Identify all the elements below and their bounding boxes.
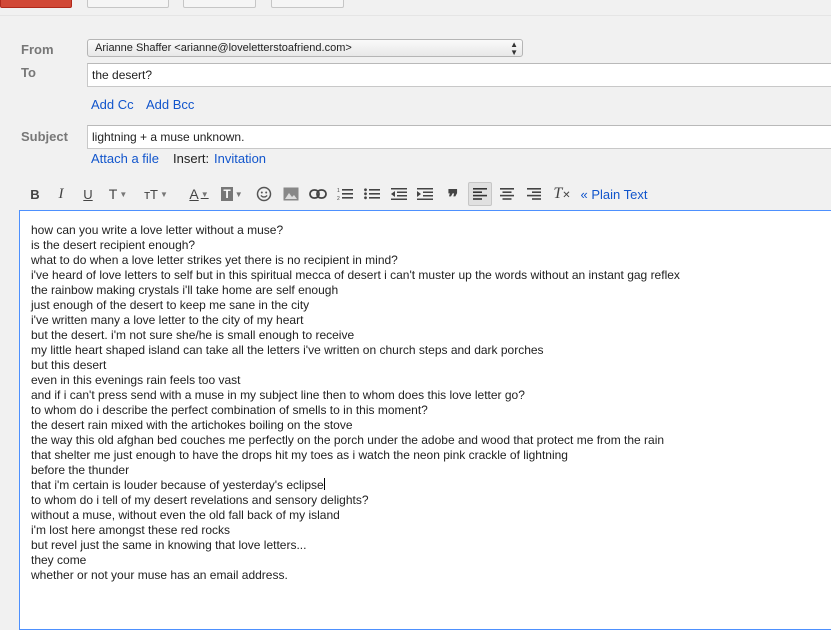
body-line-text: but this desert bbox=[31, 358, 107, 372]
body-line bbox=[31, 463, 831, 478]
body-line bbox=[31, 298, 831, 313]
body-line bbox=[31, 268, 831, 283]
underline-button[interactable] bbox=[78, 182, 98, 206]
body-line bbox=[31, 523, 831, 538]
subject-input[interactable] bbox=[87, 125, 831, 149]
remove-formatting-button[interactable] bbox=[551, 182, 573, 206]
body-line-text: my little heart shaped island can take all the letters i've written on church steps and dark porches bbox=[31, 343, 544, 357]
body-line bbox=[31, 343, 831, 358]
body-line-text: is the desert recipient enough? bbox=[31, 238, 196, 252]
numbered-list-button[interactable] bbox=[335, 182, 355, 206]
body-line-text: without a muse, without even the old fall back of my island bbox=[31, 508, 340, 522]
body-line bbox=[31, 313, 831, 328]
subject-value: lightning + a muse unknown. bbox=[92, 130, 245, 144]
body-line-text: the way this old afghan bed couches me perfectly on the porch under the adobe and wood that protect me from the rain bbox=[31, 433, 665, 447]
plain-text-link[interactable]: « Plain Text bbox=[580, 186, 648, 202]
body-line bbox=[31, 388, 831, 403]
text-color-button[interactable] bbox=[186, 182, 212, 206]
body-line bbox=[31, 448, 831, 463]
chevron-down-icon: ▼ bbox=[159, 189, 168, 199]
body-line-text: how can you write a love letter without a muse? bbox=[31, 223, 284, 237]
highlight-button[interactable] bbox=[219, 182, 245, 206]
body-line bbox=[31, 418, 831, 433]
attach-file-link[interactable]: Attach a file bbox=[91, 151, 159, 166]
body-line bbox=[31, 508, 831, 523]
labels-button[interactable] bbox=[271, 0, 344, 8]
indent-more-button[interactable] bbox=[415, 182, 435, 206]
body-line-text: what to do when a love letter strikes yet there is no recipient in mind? bbox=[31, 253, 398, 267]
align-left-button[interactable] bbox=[468, 182, 492, 206]
text-cursor bbox=[324, 478, 325, 490]
body-line bbox=[31, 358, 831, 373]
bulleted-list-button[interactable] bbox=[362, 182, 382, 206]
insert-label: Insert: bbox=[173, 151, 210, 166]
body-line-text: whether or not your muse has an email address. bbox=[31, 568, 288, 582]
body-line bbox=[31, 478, 831, 493]
chevron-down-icon: ▼ bbox=[234, 189, 243, 199]
to-input[interactable] bbox=[87, 63, 831, 87]
add-cc-link[interactable]: Add Cc bbox=[91, 97, 134, 112]
body-line bbox=[31, 568, 831, 583]
body-line-text: they come bbox=[31, 553, 87, 567]
message-body-text bbox=[31, 223, 831, 583]
to-value: the desert? bbox=[92, 68, 153, 82]
formatting-toolbar bbox=[21, 182, 831, 209]
body-line-text: to whom do i describe the perfect combination of smells to in this moment? bbox=[31, 403, 428, 417]
body-line-text: and if i can't press send with a muse in my subject line then to whom does this love letter go? bbox=[31, 388, 525, 402]
emoji-button[interactable] bbox=[254, 182, 274, 206]
align-center-button[interactable] bbox=[497, 182, 517, 206]
link-icon bbox=[309, 189, 327, 199]
quote-icon: ❞ bbox=[447, 187, 459, 209]
body-line bbox=[31, 403, 831, 418]
align-center-icon bbox=[500, 188, 514, 200]
italic-icon: I bbox=[58, 185, 64, 202]
from-value: Arianne Shaffer <arianne@loveletterstoafriend.com> bbox=[95, 42, 352, 54]
align-right-icon bbox=[527, 188, 541, 200]
body-line bbox=[31, 493, 831, 508]
italic-button[interactable] bbox=[51, 182, 71, 206]
to-label: To bbox=[21, 65, 36, 80]
remove-formatting-icon: T✕ bbox=[553, 185, 571, 202]
indent-more-icon bbox=[417, 187, 433, 201]
body-line-text: the desert rain mixed with the artichokes boiling on the stove bbox=[31, 418, 353, 432]
chevron-down-icon: ▼ bbox=[200, 189, 209, 199]
body-line-text: but revel just the same in knowing that love letters... bbox=[31, 538, 307, 552]
highlight-icon: T bbox=[223, 187, 231, 201]
insert-link-button[interactable] bbox=[307, 182, 329, 206]
from-select[interactable] bbox=[87, 39, 523, 57]
align-right-button[interactable] bbox=[524, 182, 544, 206]
font-size-icon: тT bbox=[144, 186, 158, 202]
from-label: From bbox=[21, 42, 54, 57]
send-button[interactable] bbox=[0, 0, 72, 8]
body-line bbox=[31, 373, 831, 388]
body-line-text: before the thunder bbox=[31, 463, 130, 477]
chevron-down-icon: ▼ bbox=[119, 189, 128, 199]
body-line-text: even in this evenings rain feels too vast bbox=[31, 373, 241, 387]
body-line bbox=[31, 223, 831, 238]
body-line bbox=[31, 538, 831, 553]
indent-less-icon bbox=[391, 187, 407, 201]
insert-invitation-link[interactable]: Invitation bbox=[214, 151, 267, 166]
bulleted-list-icon bbox=[364, 187, 380, 201]
message-body-editor[interactable] bbox=[19, 210, 831, 630]
body-line-text: i've written many a love letter to the city of my heart bbox=[31, 313, 304, 327]
body-line-text: i'm lost here amongst these red rocks bbox=[31, 523, 231, 537]
body-line-text: just enough of the desert to keep me sane in the city bbox=[31, 298, 310, 312]
svg-text:2: 2 bbox=[337, 196, 340, 201]
body-line-text: but the desert. i'm not sure she/he is small enough to receive bbox=[31, 328, 355, 342]
body-line bbox=[31, 328, 831, 343]
bold-button[interactable] bbox=[25, 182, 45, 206]
font-size-button[interactable] bbox=[141, 182, 171, 206]
body-line-text: that shelter me just enough to have the drops hit my toes as i watch the neon pink crackle of lightning bbox=[31, 448, 568, 462]
select-arrows-icon: ▲ ▼ bbox=[510, 40, 518, 57]
font-icon: T bbox=[108, 186, 118, 202]
font-button[interactable] bbox=[107, 182, 129, 206]
save-now-button[interactable] bbox=[87, 0, 169, 8]
body-line bbox=[31, 238, 831, 253]
discard-button[interactable] bbox=[183, 0, 256, 8]
smiley-icon bbox=[256, 186, 272, 202]
body-line-text: that i'm certain is louder because of yesterday's eclipse bbox=[31, 478, 324, 492]
text-color-icon: A bbox=[189, 186, 199, 202]
body-line bbox=[31, 283, 831, 298]
body-line-text: to whom do i tell of my desert revelations and sensory delights? bbox=[31, 493, 369, 507]
image-icon bbox=[283, 187, 299, 201]
body-line bbox=[31, 433, 831, 448]
insert-image-button[interactable] bbox=[281, 182, 301, 206]
add-bcc-link[interactable]: Add Bcc bbox=[146, 97, 195, 112]
body-line-text: i've heard of love letters to self but in this spiritual mecca of desert i can't muster up the words without an instant gag reflex bbox=[31, 268, 680, 282]
header-divider bbox=[0, 15, 831, 16]
bold-icon: B bbox=[30, 186, 40, 202]
indent-less-button[interactable] bbox=[389, 182, 409, 206]
body-line bbox=[31, 553, 831, 568]
quote-button[interactable] bbox=[443, 182, 463, 209]
svg-text:1: 1 bbox=[337, 188, 340, 194]
body-line bbox=[31, 253, 831, 268]
subject-label: Subject bbox=[21, 129, 68, 144]
body-line-text: the rainbow making crystals i'll take home are self enough bbox=[31, 283, 339, 297]
underline-icon: U bbox=[83, 186, 93, 202]
numbered-list-icon bbox=[337, 187, 353, 201]
align-left-icon bbox=[473, 188, 487, 200]
